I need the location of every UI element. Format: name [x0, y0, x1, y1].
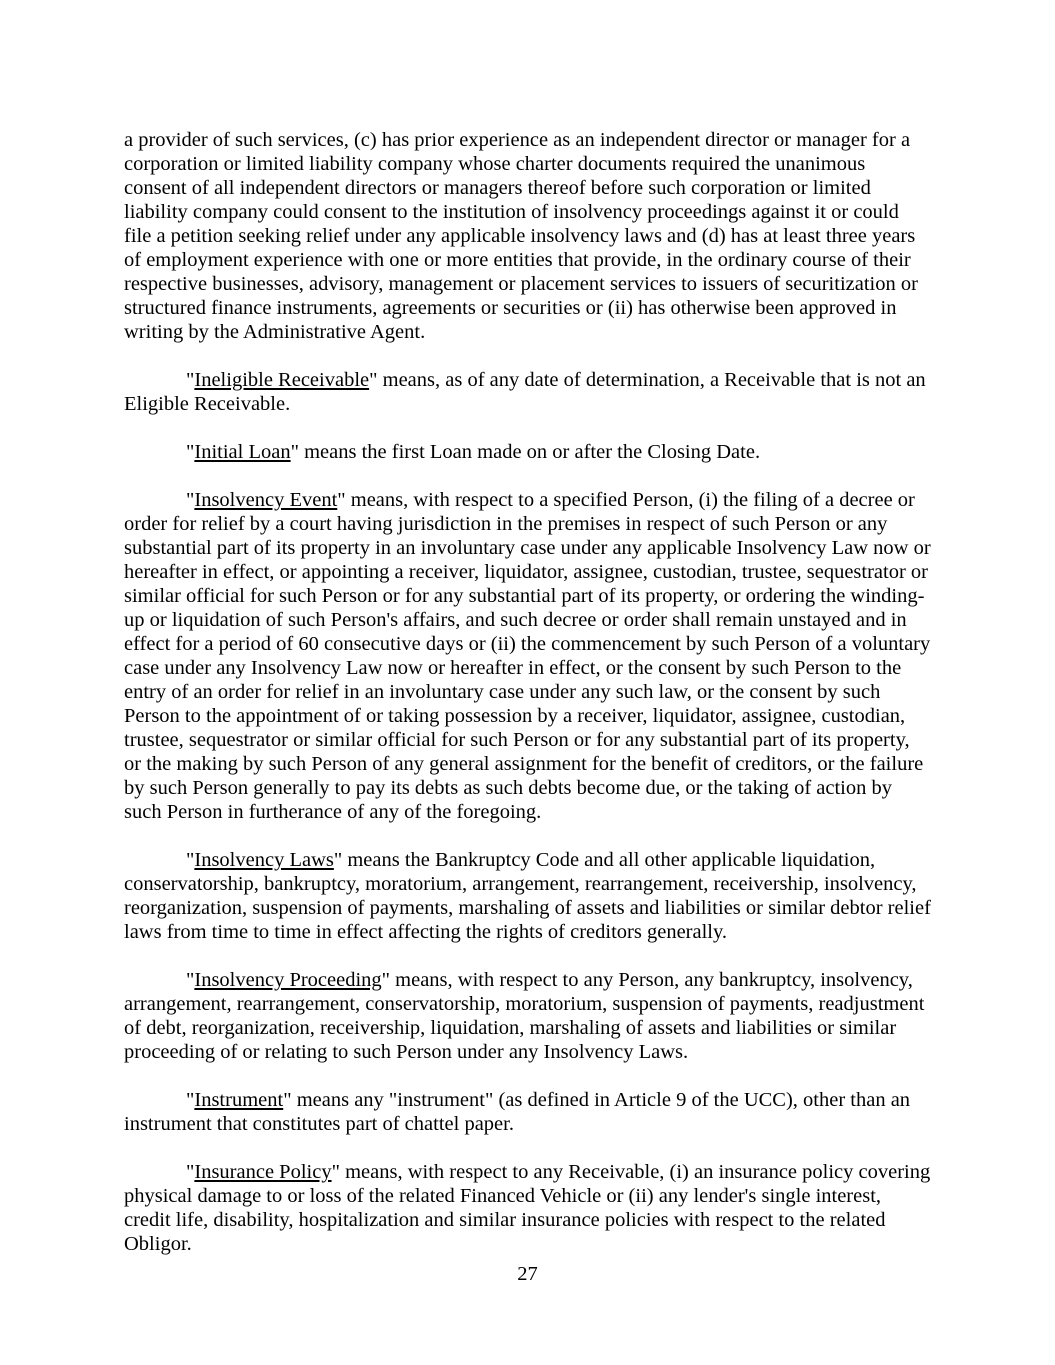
definition-insolvency-laws: [124, 848, 931, 944]
open-quote: ": [186, 1161, 195, 1183]
open-quote: ": [186, 369, 195, 391]
open-quote: ": [186, 489, 195, 511]
defined-term: Insurance Policy: [194, 1161, 332, 1183]
open-quote: ": [186, 849, 195, 871]
page-number: 27: [517, 1263, 538, 1285]
definition-text: " means, with respect to any Person, any bankruptcy, insolvency, arrangement, rearrangement, conservatorship, moratorium, suspension of payments, readjustment of debt, reorganization, receivership, liquidation, marshaling of assets and liabilities or similar proceeding of or relating to such Person under any Insolvency Laws.: [124, 969, 925, 1063]
definition-text: " means, with respect to any Receivable, (i) an insurance policy covering physical damage to or loss of the related Financed Vehicle or (ii) any lender's single interest, credit life, disability, hospitalization and similar insurance policies with respect to the related Obligor.: [124, 1161, 931, 1255]
defined-term: Insolvency Event: [194, 489, 338, 511]
open-quote: ": [186, 441, 195, 463]
definition-insurance-policy: [124, 1160, 931, 1256]
definition-text: " means the first Loan made on or after the Closing Date.: [290, 441, 761, 463]
open-quote: ": [186, 969, 195, 991]
definition-ineligible-receivable: [124, 368, 931, 416]
paragraph-continuation: a provider of such services, (c) has prior experience as an independent director or manager for a corporation or limited liability company whose charter documents required the unanimous consent of all independent directors or managers thereof before such corporation or limited liability company could consent to the institution of insolvency proceedings against it or could file a petition seeking relief under any applicable insolvency laws and (d) has at least three years of employment experience with one or more entities that provide, in the ordinary course of their respective businesses, advisory, management or placement services to issuers of securitization or structured finance instruments, agreements or securities or (ii) has otherwise been approved in writing by the Administrative Agent.: [124, 129, 918, 343]
defined-term: Ineligible Receivable: [194, 369, 370, 391]
definition-instrument: [124, 1088, 931, 1136]
defined-term: Insolvency Laws: [194, 849, 334, 871]
defined-term: Initial Loan: [194, 441, 291, 463]
definition-text: " means, with respect to a specified Person, (i) the filing of a decree or order for relief by a court having jurisdiction in the premises in respect of such Person or any substantial part of its property in an involuntary case under any applicable Insolvency Law now or hereafter in effect, or appointing a receiver, liquidator, assignee, custodian, trustee, sequestrator or similar official for such Person or for any substantial part of its property, or ordering the winding-up or liquidation of such Person's affairs, and such decree or order shall remain unstayed and in effect for a period of 60 consecutive days or (ii) the commencement by such Person of a voluntary case under any Insolvency Law now or hereafter in effect, or the consent by such Person to the entry of an order for relief in an involuntary case under any such law, or the consent by such Person to the appointment of or taking possession by a receiver, liquidator, assignee, custodian, trustee, sequestrator or similar official for such Person or for any substantial part of its property, or the making by such Person of any general assignment for the benefit of creditors, or the failure by such Person generally to pay its debts as such debts become due, or the taking of action by such Person in furtherance of any of the foregoing.: [124, 489, 931, 823]
definition-text: " means the Bankruptcy Code and all other applicable liquidation, conservatorship, bankruptcy, moratorium, arrangement, rearrangement, receivership, insolvency, reorganization, suspension of payments, marshaling of assets and liabilities or similar debtor relief laws from time to time in effect affecting the rights of creditors generally.: [124, 849, 931, 943]
definition-insolvency-proceeding: [124, 968, 931, 1064]
definition-initial-loan: [124, 440, 931, 464]
document-body: [124, 128, 931, 1280]
open-quote: ": [186, 1089, 195, 1111]
defined-term: Insolvency Proceeding: [194, 969, 382, 991]
defined-term: Instrument: [194, 1089, 284, 1111]
definition-text: " means any "instrument" (as defined in Article 9 of the UCC), other than an instrument that constitutes part of chattel paper.: [124, 1089, 911, 1135]
definition-text: " means, as of any date of determination, a Receivable that is not an Eligible Receivable.: [124, 369, 926, 415]
definition-insolvency-event: [124, 488, 931, 824]
